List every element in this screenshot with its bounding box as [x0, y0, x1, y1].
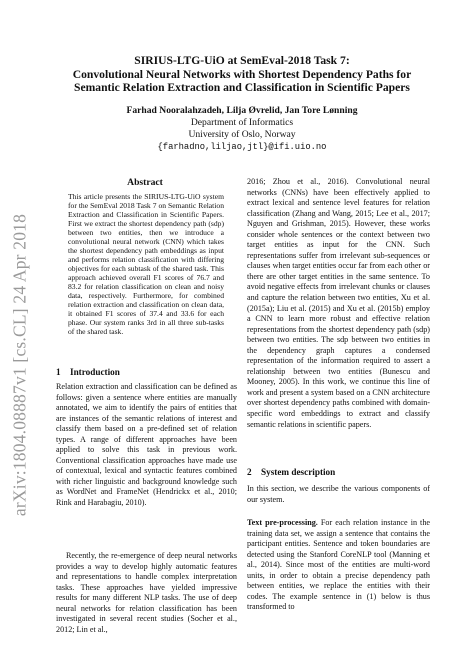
intro-paragraph-2: Recently, the re-emergence of deep neural networks provides a way to develop highly automatic features and representations to handle complex interpretation tasks. These approaches have yielded impressive results for many different NLP tasks. The use of deep neural networks for relation classification has been investigated in several recent studies (Socher et al., 2012; Lin et al., — [56, 551, 237, 634]
author-emails: {farhadno,liljao,jtl}@ifi.uio.no — [157, 142, 327, 152]
abstract-text: This article presents the SIRIUS-LTG-UiO system for the SemEval 2018 Task 7 on Semantic Relation Extraction and Classification in Scientific Papers. First we extract the shortest dependency path (sdp) between two entities, then we introduce a convolutional neural network (CNN) which takes the shortest dependency path embeddings as input and performs relation classification with differing objectives for each subtask of the shared task. This approach achieved overall F1 scores of 76.7 and 83.2 for relation classification on clean and noisy data, respectively. Furthermore, for combined relation extraction and classification on clean data, it obtained F1 scores of 37.4 and 33.6 for each phase. Our system ranks 3rd in all three sub-tasks of the shared task. — [68, 192, 224, 336]
author-names: Farhad Nooralahzadeh, Lilja Øvrelid, Jan Tore Lønning — [126, 105, 358, 116]
section-2-number: 2 — [247, 467, 252, 477]
department: Department of Informatics — [190, 117, 294, 128]
section-1-title: Introduction — [70, 367, 120, 377]
section-1-heading — [56, 367, 120, 377]
section-2-heading — [247, 467, 335, 477]
arxiv-stamp — [8, 150, 32, 580]
intro-paragraph-1: Relation extraction and classification can be defined as follows: given a sentence where entities are manually annotated, we aim to identify the pairs of entities that are instances of the semantic relations of interest and classify them based on a pre-defined set of relation types. A range of different approaches have been applied to solve this task in previous work. Conventional classification approaches have made use of contextual, lexical and syntactic features combined with richer linguistic and background knowledge such as WordNet and FrameNet (Hendrickx et al., 2010; Rink and Harabagiu, 2010). — [56, 382, 237, 508]
preprocessing-lead: Text pre-processing. — [247, 518, 318, 527]
abstract-heading: Abstract — [127, 177, 163, 188]
title-line-2: Convolutional Neural Networks with Shortest Dependency Paths for — [72, 67, 412, 81]
intro-paragraph-2-continued: 2016; Zhou et al., 2016). Convolutional neural networks (CNNs) have been effectively applied to extract lexical and sentence level features for relation classification (Zhang and Wang, 2015; Lee et al., 2017; Nguyen and Grishman, 2015). However, these works consider whole sentences or the context between two target entities as input for the CNN. Such representations suffer from irrelevant sub-sequences or clauses when target entities occur far from each other or there are other target entities in the same sentence. To avoid negative effects from irrelevant chunks or clauses and capture the relation between two entities, Xu et al. (2015a); Liu et al. (2015) and Xu et al. (2015b) employ a CNN to learn more robust and effective relation representations from the shortest dependency path (sdp) between two entities. The sdp between two entities in the dependency graph captures a condensed representation of the information required to assert a relationship between two entities (Bunescu and Mooney, 2005). In this work, we continue this line of work and present a system based on a CNN architecture over shortest dependency paths combined with domain-specific word embeddings to extract and classify semantic relations in scientific papers. — [247, 177, 430, 429]
title-line-3: Semantic Relation Extraction and Classification in Scientific Papers — [74, 81, 410, 95]
section-1-number: 1 — [56, 367, 61, 377]
author-block — [56, 105, 428, 153]
title-line-1: SIRIUS-LTG-UiO at SemEval-2018 Task 7: — [134, 54, 350, 67]
preprocessing-text: For each relation instance in the training data set, we assign a sentence that contains the participant entities. Sentence and token boundaries are detected using the Stanford CoreNLP tool (Manning et al., 2014). Since most of the entities are multi-word units, in order to obtain a precise dependency path between entities, we replace the entities with their codes. The example sentence in (1) below is thus transformed to — [247, 518, 430, 612]
system-paragraph-2 — [247, 518, 430, 613]
paper-title — [56, 54, 428, 95]
system-paragraph-1: In this section, we describe the various components of our system. — [247, 484, 430, 504]
section-2-title: System description — [261, 467, 336, 477]
university: University of Oslo, Norway — [188, 129, 296, 140]
arxiv-stamp-text: arXiv:1804.08887v1 [cs.CL] 24 Apr 2018 — [9, 213, 30, 517]
